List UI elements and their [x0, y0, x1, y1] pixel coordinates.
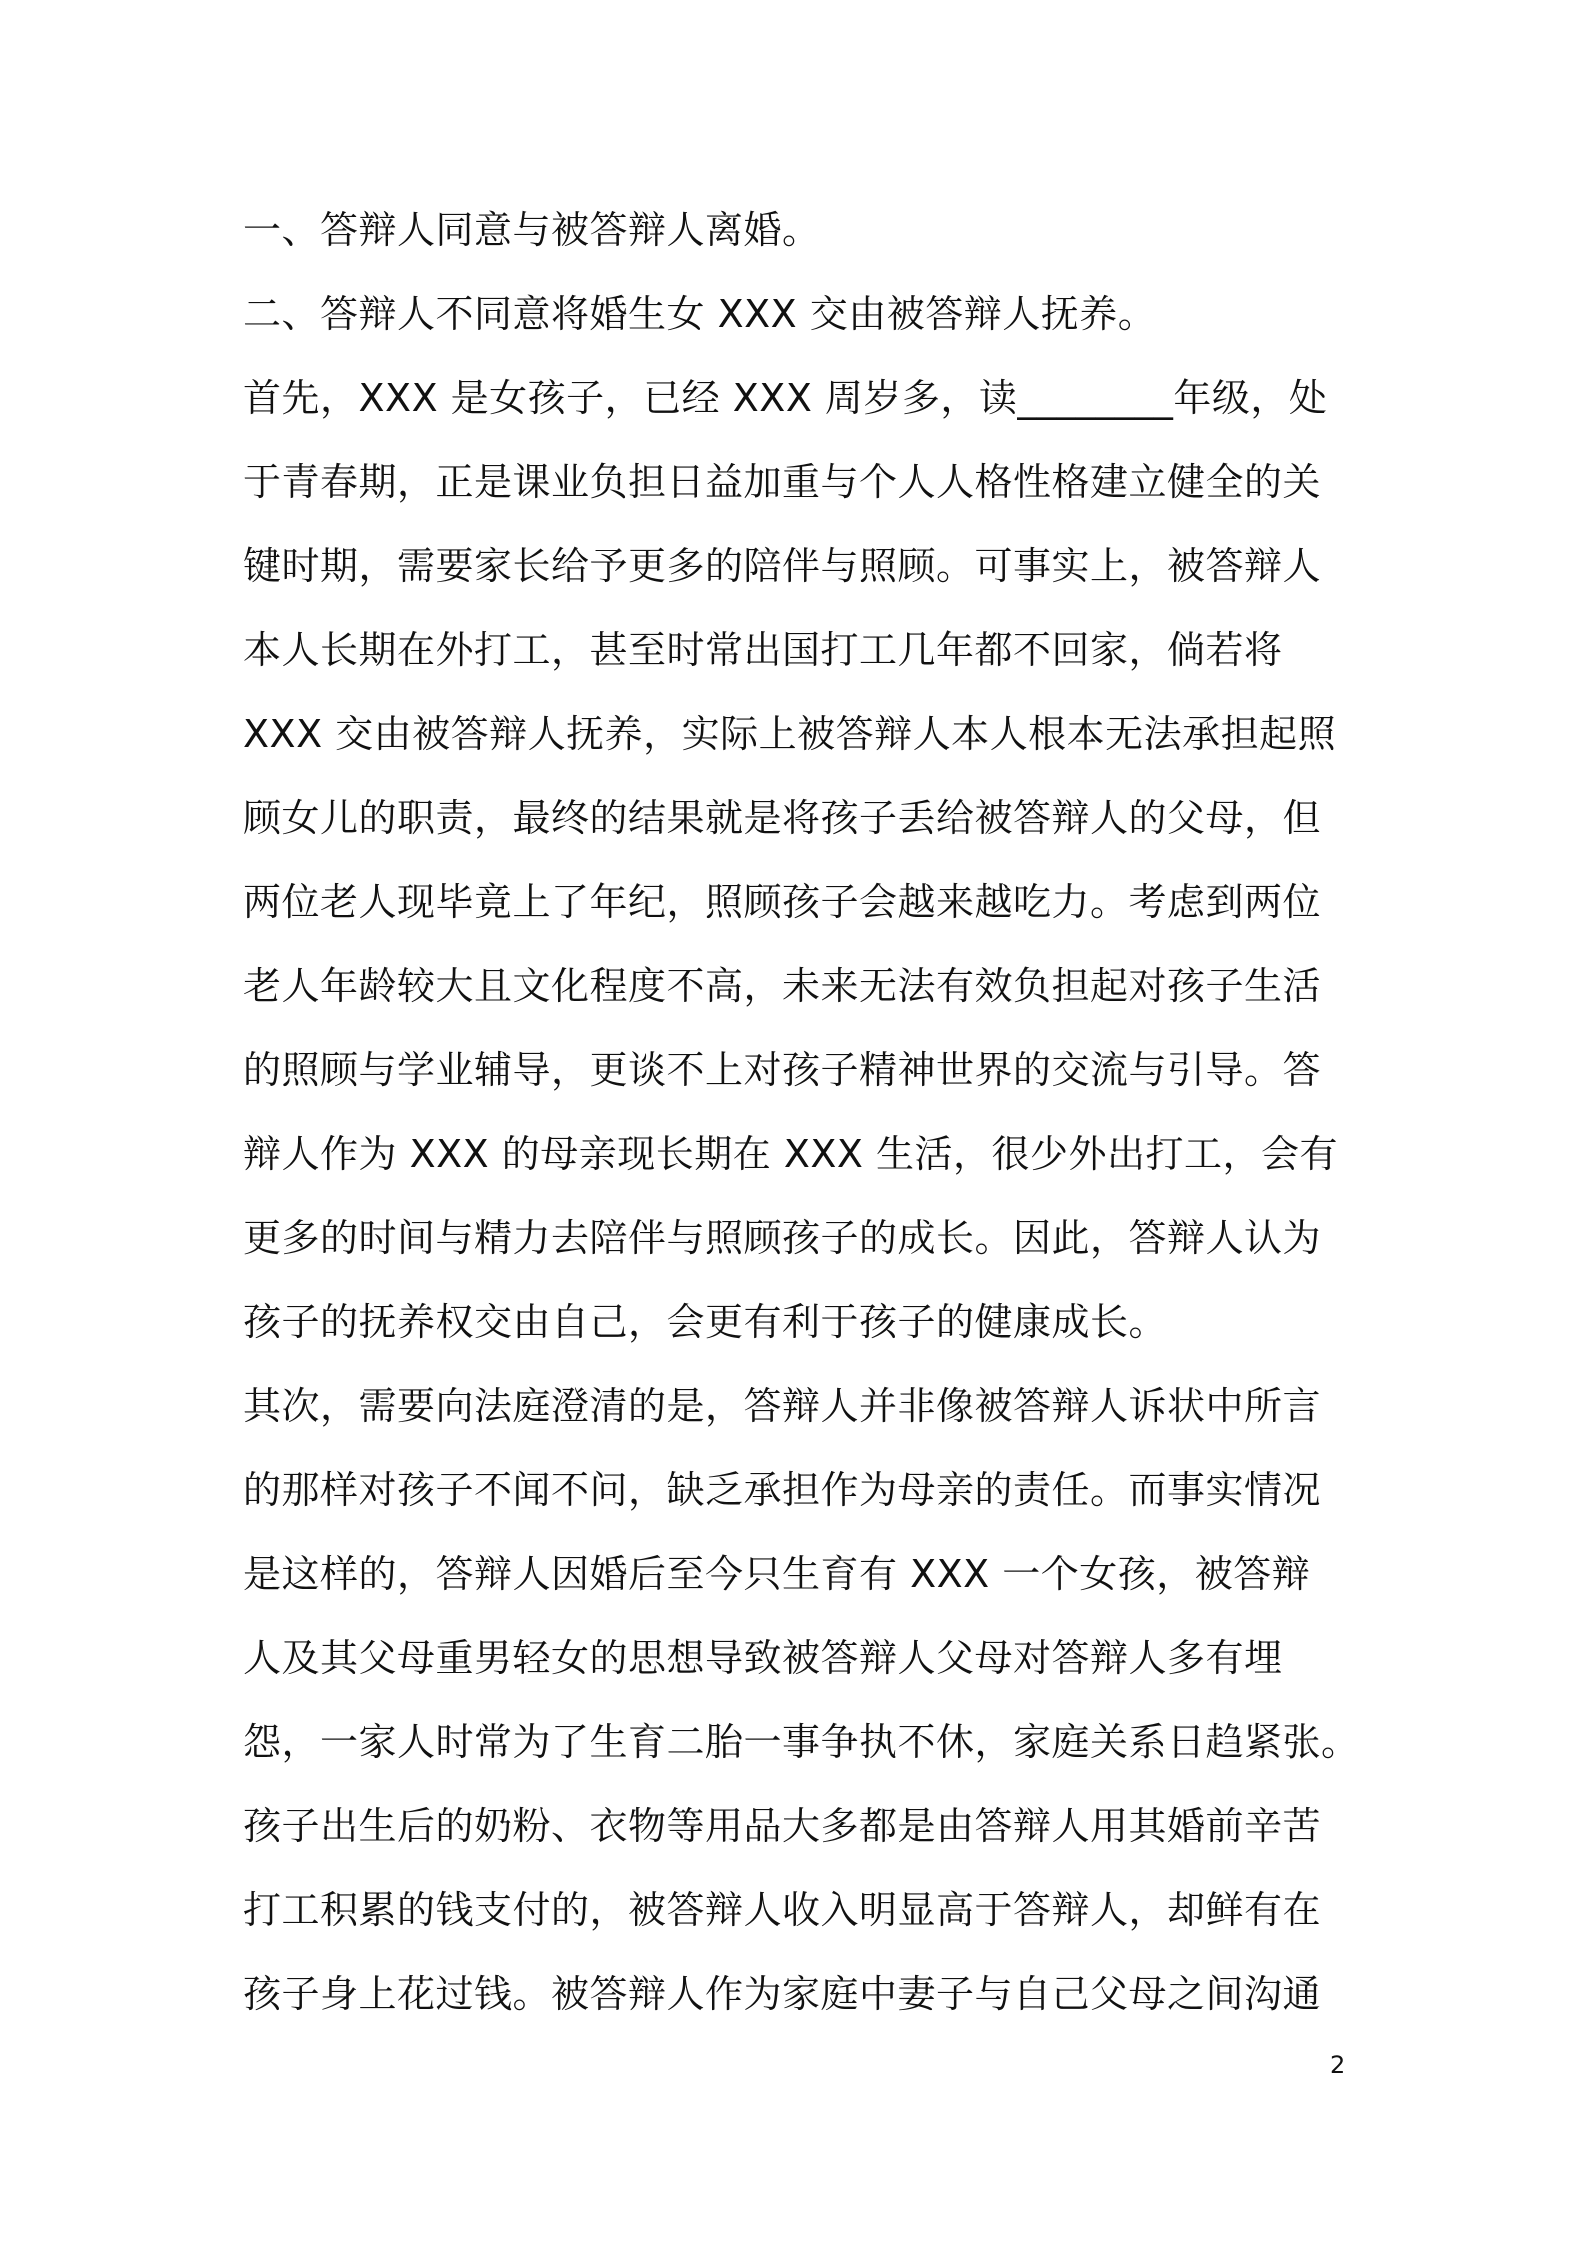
text-line: 人及其父母重男轻女的思想导致被答辩人父母对答辩人多有埋 — [243, 1636, 1283, 1680]
text-line: 顾女儿的职责，最终的结果就是将孩子丢给被答辩人的父母，但 — [243, 796, 1322, 840]
text-line: 的那样对孩子不闻不问，缺乏承担作为母亲的责任。而事实情况 — [243, 1468, 1322, 1512]
text-line: 于青春期，正是课业负担日益加重与个人人格性格建立健全的关 — [243, 460, 1322, 504]
text-line: 孩子的抚养权交由自己，会更有利于孩子的健康成长。 — [243, 1300, 1168, 1344]
text-line: 本人长期在外打工，甚至时常出国打工几年都不回家，倘若将 — [243, 628, 1283, 672]
text-line: 是这样的，答辩人因婚后至今只生育有 XXX 一个女孩，被答辩 — [243, 1552, 1311, 1596]
text-line: 打工积累的钱支付的，被答辩人收入明显高于答辩人，却鲜有在 — [243, 1888, 1322, 1932]
text-line: 一、答辩人同意与被答辩人离婚。 — [243, 208, 821, 252]
text-line: 首先，XXX 是女孩子，已经 XXX 周岁多，读________年级，处 — [243, 376, 1328, 420]
text-line: 老人年龄较大且文化程度不高，未来无法有效负担起对孩子生活 — [243, 964, 1322, 1008]
text-line: 键时期，需要家长给予更多的陪伴与照顾。可事实上，被答辩人 — [243, 544, 1322, 588]
text-line: 其次，需要向法庭澄清的是，答辩人并非像被答辩人诉状中所言 — [243, 1384, 1322, 1428]
page-number: 2 — [1330, 2051, 1346, 2079]
text-line: 的照顾与学业辅导，更谈不上对孩子精神世界的交流与引导。答 — [243, 1048, 1322, 1092]
text-line: 怨，一家人时常为了生育二胎一事争执不休，家庭关系日趋紧张。 — [243, 1720, 1360, 1764]
text-line: 孩子出生后的奶粉、衣物等用品大多都是由答辩人用其婚前辛苦 — [243, 1804, 1322, 1848]
text-line: 辩人作为 XXX 的母亲现长期在 XXX 生活，很少外出打工，会有 — [243, 1132, 1339, 1176]
text-line: 二、答辩人不同意将婚生女 XXX 交由被答辩人抚养。 — [243, 292, 1157, 336]
text-line: 孩子身上花过钱。被答辩人作为家庭中妻子与自己父母之间沟通 — [243, 1972, 1322, 2016]
text-line: 更多的时间与精力去陪伴与照顾孩子的成长。因此，答辩人认为 — [243, 1216, 1322, 1260]
text-line: 两位老人现毕竟上了年纪，照顾孩子会越来越吃力。考虑到两位 — [243, 880, 1322, 924]
text-line: XXX 交由被答辩人抚养，实际上被答辩人本人根本无法承担起照 — [243, 712, 1337, 756]
